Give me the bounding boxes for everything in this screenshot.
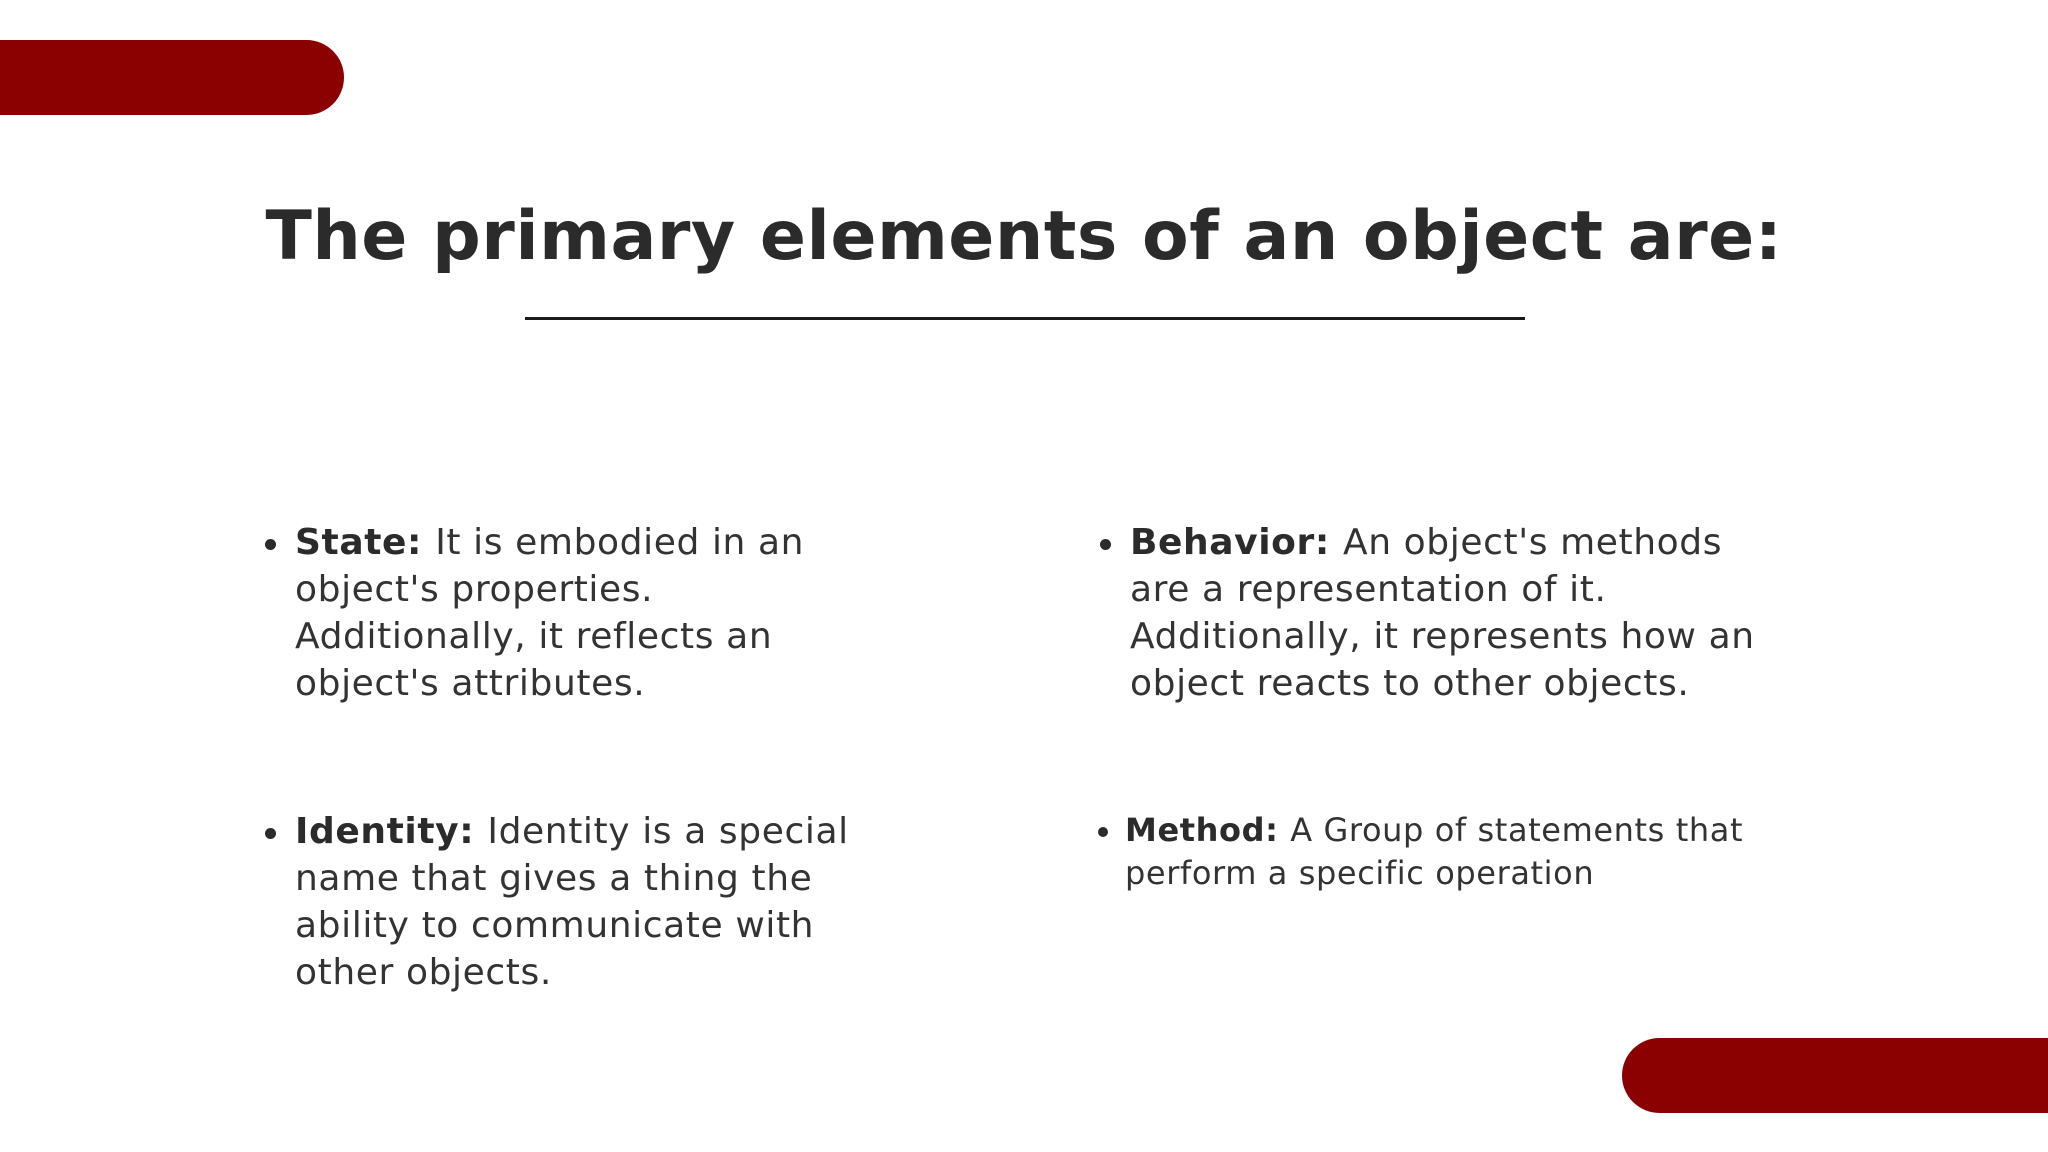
slide-title: The primary elements of an object are: — [265, 197, 1783, 276]
bullet-icon — [265, 539, 276, 550]
item-term: Behavior: — [1130, 522, 1343, 563]
bullet-icon — [1098, 827, 1108, 837]
list-item-identity — [295, 808, 895, 996]
item-description: A Group of statements that perform a specific operation — [1125, 811, 1744, 892]
top-accent-bar — [0, 40, 344, 115]
bottom-accent-bar — [1622, 1038, 2048, 1113]
list-item-method — [1125, 809, 1765, 895]
item-description: An object's methods are a representation of it. Additionally, it represents how an object reacts to other objects. — [1130, 522, 1755, 704]
list-item-behavior — [1130, 519, 1770, 707]
item-description: Identity is a special name that gives a thing the ability to communicate with other objects. — [295, 811, 849, 993]
item-term: Identity: — [295, 811, 488, 852]
list-item-state — [295, 519, 895, 707]
bullet-icon — [265, 828, 276, 839]
item-term: Method: — [1125, 811, 1291, 849]
title-underline — [525, 317, 1525, 320]
item-description: It is embodied in an object's properties. Additionally, it reflects an object's attributes. — [295, 522, 805, 704]
bullet-icon — [1100, 539, 1111, 550]
item-term: State: — [295, 522, 436, 563]
